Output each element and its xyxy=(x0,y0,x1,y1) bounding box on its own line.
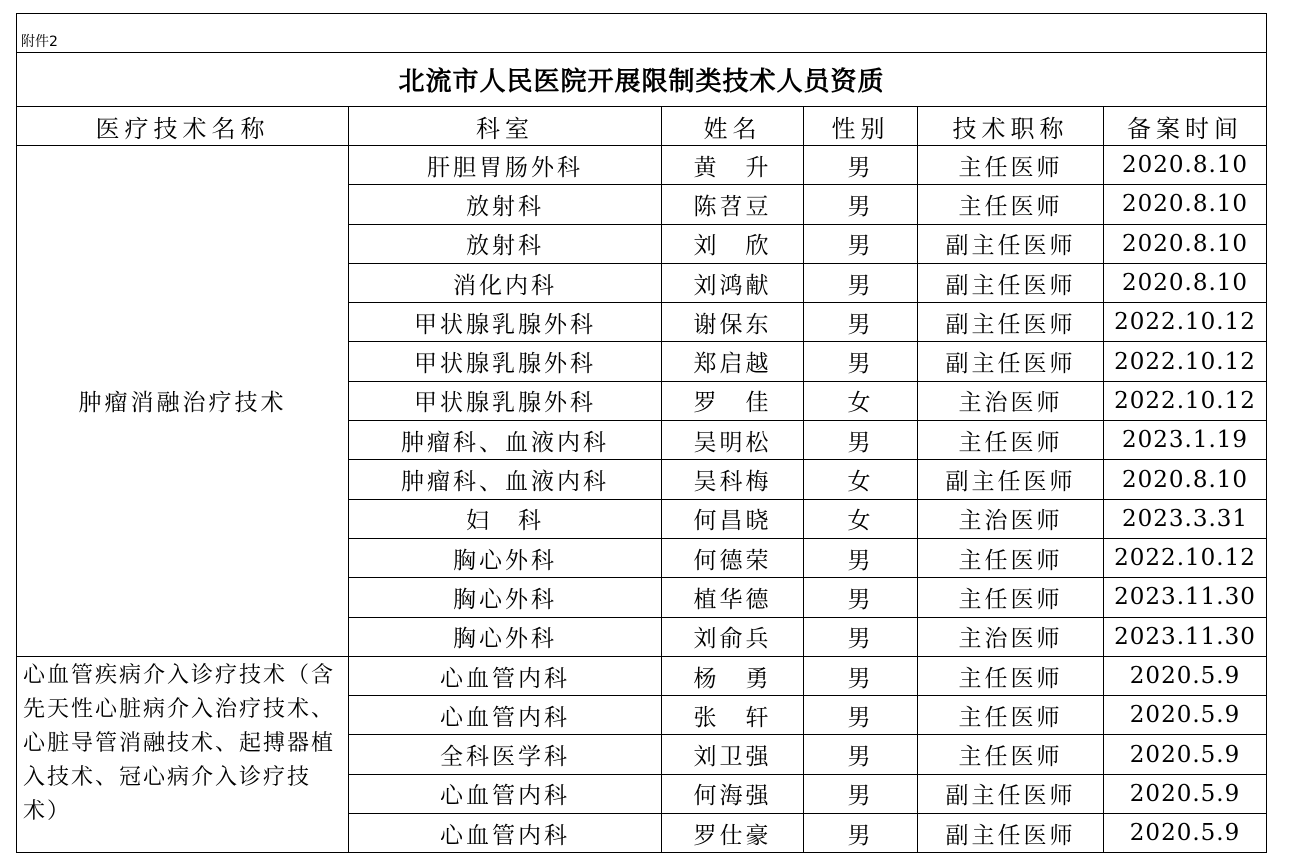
page-title: 北流市人民医院开展限制类技术人员资质 xyxy=(17,53,1267,107)
gender-cell: 男 xyxy=(804,421,918,460)
name-cell: 何海强 xyxy=(662,774,804,813)
name-cell: 郑启越 xyxy=(662,342,804,381)
department-cell: 胸心外科 xyxy=(349,538,662,577)
name-cell: 罗 佳 xyxy=(662,381,804,420)
gender-cell: 男 xyxy=(804,538,918,577)
department-cell: 甲状腺乳腺外科 xyxy=(349,303,662,342)
department-cell: 放射科 xyxy=(349,224,662,263)
name-cell: 黄 升 xyxy=(662,146,804,185)
title-cell: 主任医师 xyxy=(918,578,1104,617)
department-cell: 妇 科 xyxy=(349,499,662,538)
date-cell: 2020.5.9 xyxy=(1104,656,1267,695)
name-cell: 何昌晓 xyxy=(662,499,804,538)
title-cell: 主任医师 xyxy=(918,656,1104,695)
gender-cell: 女 xyxy=(804,499,918,538)
gender-cell: 男 xyxy=(804,814,918,853)
tech-name-cell: 肿瘤消融治疗技术 xyxy=(17,146,349,657)
department-cell: 消化内科 xyxy=(349,263,662,302)
gender-cell: 男 xyxy=(804,224,918,263)
header-date: 备案时间 xyxy=(1104,107,1267,146)
title-cell: 主任医师 xyxy=(918,421,1104,460)
department-cell: 胸心外科 xyxy=(349,617,662,656)
gender-cell: 男 xyxy=(804,656,918,695)
name-cell: 杨 勇 xyxy=(662,656,804,695)
date-cell: 2020.8.10 xyxy=(1104,185,1267,224)
date-cell: 2022.10.12 xyxy=(1104,538,1267,577)
title-cell: 主任医师 xyxy=(918,538,1104,577)
gender-cell: 女 xyxy=(804,381,918,420)
name-cell: 陈苕豆 xyxy=(662,185,804,224)
table-row xyxy=(17,656,1267,695)
title-cell: 主任医师 xyxy=(918,146,1104,185)
date-cell: 2023.11.30 xyxy=(1104,617,1267,656)
header-gender: 性别 xyxy=(804,107,918,146)
header-title: 技术职称 xyxy=(918,107,1104,146)
date-cell: 2020.5.9 xyxy=(1104,696,1267,735)
title-cell: 副主任医师 xyxy=(918,303,1104,342)
department-cell: 肝胆胃肠外科 xyxy=(349,146,662,185)
gender-cell: 男 xyxy=(804,303,918,342)
gender-cell: 男 xyxy=(804,735,918,774)
name-cell: 张 轩 xyxy=(662,696,804,735)
date-cell: 2020.8.10 xyxy=(1104,224,1267,263)
date-cell: 2020.5.9 xyxy=(1104,735,1267,774)
date-cell: 2020.5.9 xyxy=(1104,774,1267,813)
department-cell: 放射科 xyxy=(349,185,662,224)
title-cell: 主任医师 xyxy=(918,185,1104,224)
name-cell: 吴科梅 xyxy=(662,460,804,499)
title-cell: 副主任医师 xyxy=(918,342,1104,381)
date-cell: 2020.8.10 xyxy=(1104,460,1267,499)
title-cell: 主治医师 xyxy=(918,381,1104,420)
header-row xyxy=(17,107,1267,146)
title-cell: 主治医师 xyxy=(918,499,1104,538)
name-cell: 吴明松 xyxy=(662,421,804,460)
table-row xyxy=(17,146,1267,185)
date-cell: 2020.5.9 xyxy=(1104,814,1267,853)
qualification-sheet xyxy=(16,13,1266,853)
date-cell: 2023.1.19 xyxy=(1104,421,1267,460)
date-cell: 2020.8.10 xyxy=(1104,146,1267,185)
header-department: 科室 xyxy=(349,107,662,146)
department-cell: 心血管内科 xyxy=(349,774,662,813)
department-cell: 甲状腺乳腺外科 xyxy=(349,381,662,420)
name-cell: 刘俞兵 xyxy=(662,617,804,656)
title-cell: 副主任医师 xyxy=(918,774,1104,813)
department-cell: 全科医学科 xyxy=(349,735,662,774)
gender-cell: 男 xyxy=(804,578,918,617)
gender-cell: 女 xyxy=(804,460,918,499)
name-cell: 刘 欣 xyxy=(662,224,804,263)
department-cell: 心血管内科 xyxy=(349,656,662,695)
name-cell: 植华德 xyxy=(662,578,804,617)
title-cell: 副主任医师 xyxy=(918,460,1104,499)
department-cell: 甲状腺乳腺外科 xyxy=(349,342,662,381)
header-name: 姓名 xyxy=(662,107,804,146)
gender-cell: 男 xyxy=(804,342,918,381)
name-cell: 谢保东 xyxy=(662,303,804,342)
qualification-table xyxy=(16,13,1267,853)
department-cell: 心血管内科 xyxy=(349,696,662,735)
title-cell: 主任医师 xyxy=(918,696,1104,735)
department-cell: 肿瘤科、血液内科 xyxy=(349,460,662,499)
header-tech-name: 医疗技术名称 xyxy=(17,107,349,146)
tech-name-cell: 心血管疾病介入诊疗技术（含先天性心脏病介入治疗技术、心脏导管消融技术、起搏器植入技术、冠心病介入诊疗技术） xyxy=(17,656,349,852)
name-cell: 刘卫强 xyxy=(662,735,804,774)
gender-cell: 男 xyxy=(804,263,918,302)
title-cell: 主治医师 xyxy=(918,617,1104,656)
gender-cell: 男 xyxy=(804,185,918,224)
attachment-label: 附件2 xyxy=(17,14,1267,53)
name-cell: 刘鸿献 xyxy=(662,263,804,302)
department-cell: 心血管内科 xyxy=(349,814,662,853)
date-cell: 2023.11.30 xyxy=(1104,578,1267,617)
date-cell: 2022.10.12 xyxy=(1104,303,1267,342)
date-cell: 2023.3.31 xyxy=(1104,499,1267,538)
department-cell: 胸心外科 xyxy=(349,578,662,617)
date-cell: 2022.10.12 xyxy=(1104,342,1267,381)
gender-cell: 男 xyxy=(804,146,918,185)
date-cell: 2020.8.10 xyxy=(1104,263,1267,302)
department-cell: 肿瘤科、血液内科 xyxy=(349,421,662,460)
name-cell: 罗仕豪 xyxy=(662,814,804,853)
gender-cell: 男 xyxy=(804,696,918,735)
title-cell: 副主任医师 xyxy=(918,814,1104,853)
title-cell: 副主任医师 xyxy=(918,224,1104,263)
gender-cell: 男 xyxy=(804,617,918,656)
name-cell: 何德荣 xyxy=(662,538,804,577)
date-cell: 2022.10.12 xyxy=(1104,381,1267,420)
title-cell: 副主任医师 xyxy=(918,263,1104,302)
title-cell: 主任医师 xyxy=(918,735,1104,774)
gender-cell: 男 xyxy=(804,774,918,813)
